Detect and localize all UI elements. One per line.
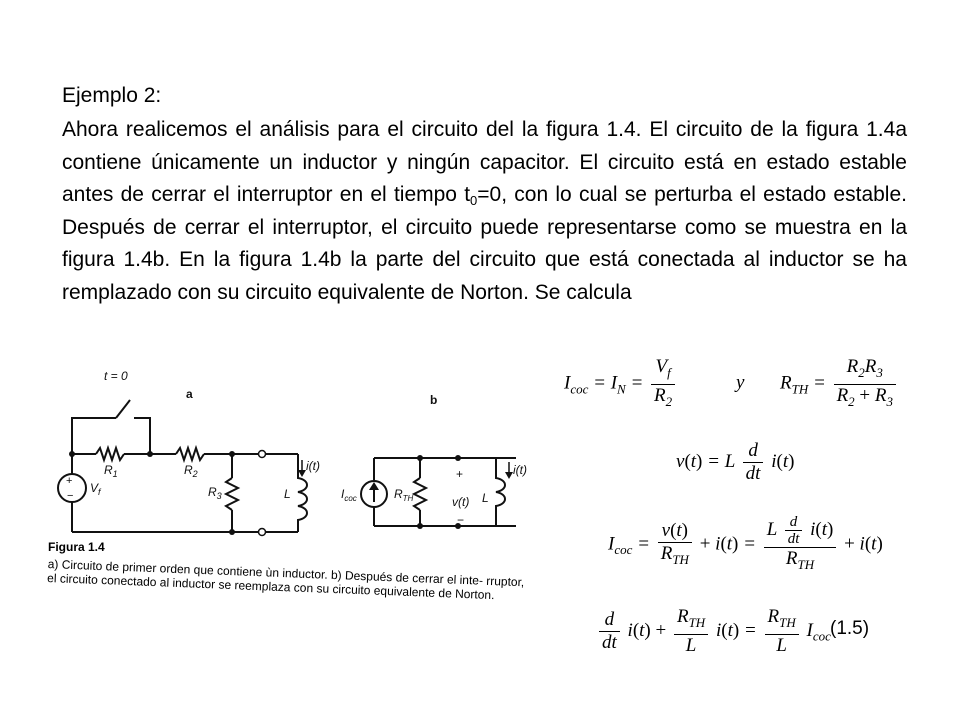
figure-label-a: a [186, 387, 193, 401]
equation-thevenin-resistance: $R_{TH}$ = $\frac{R_2R_3}{R_2 + R_3}$ [780, 356, 899, 413]
current-label-b: i(t) [513, 463, 527, 477]
equation-connector: y [736, 372, 745, 393]
rth-sub: TH [402, 494, 414, 503]
icoc-sub: coc [344, 494, 357, 503]
source-label: V [90, 481, 99, 495]
inductor-label-a: L [284, 487, 291, 501]
r1-sub: 1 [112, 469, 118, 479]
equation-norton-current: $I_{coc} = I_N$ = $\frac{V_f}{R_2}$ [564, 356, 678, 413]
source-minus: − [67, 490, 74, 502]
r3-label: R [208, 485, 217, 499]
inductor-label-b: L [482, 491, 489, 505]
r1-label: R [104, 463, 113, 477]
figure-caption: a) Circuito de primer orden que contiene ùn inductor. b) Después de cerrar el inte- rruptor, el circuito conectado al inductor se reemplaza con su circuito equivalente de Norton. [46, 557, 525, 603]
voltage-plus: + [456, 467, 464, 481]
svg-text:R2 [184, 463, 198, 479]
r2-sub: 2 [192, 469, 198, 479]
svg-text:Vf [90, 481, 102, 497]
svg-text:R3 [208, 485, 222, 501]
icoc-label: I [341, 487, 345, 501]
voltage-minus: − [457, 513, 465, 527]
paragraph-text-2: =0, con lo cual se perturba el estado estable. Después de cerrar el interruptor, el circuito puede representarse como se muestra en la figura 1.4b. En la figura 1.4b la parte del circuito que está conectada al inductor se ha remplazado con su circuito equivalente de Norton. Se calcula [62, 183, 907, 304]
paragraph-text-1: Ahora realicemos el análisis para el circuito del la figura 1.4. El circuito de la figura 1.4a contiene únicamente un inductor y ningún capacitor. El circuito está en estado estable antes de cerrar el interruptor en el tiempo t [62, 118, 907, 206]
current-label-a: i(t) [306, 459, 320, 473]
equation-inductor-voltage: v(t) = L $\frac{d}{dt}$ i(t) [676, 440, 795, 484]
equation-differential: $\frac{d}{dt}$ i(t) + $\frac{R_{TH}}{L}$ i(t) = $\frac{R_{TH}}{L}$ $I_{coc}$ [596, 606, 831, 657]
figure-title: Figura 1.4 [48, 540, 105, 554]
equation-number: (1.5) [830, 618, 870, 639]
r3-sub: 3 [216, 491, 222, 501]
source-sub: f [98, 487, 101, 497]
svg-text:RTH [394, 487, 414, 503]
equation-kcl: $I_{coc}$ = $\frac{v(t)}{R_{TH}}$ + i(t) = L $\frac{d}{dt}$ i(t) $R_{TH}$ + i(t) [608, 514, 883, 572]
example-heading: Ejemplo 2: [62, 84, 162, 107]
switch-label: t = 0 [104, 369, 128, 383]
paragraph-subscript: 0 [470, 193, 478, 208]
rth-label: R [394, 487, 403, 501]
svg-text:Icoc [341, 487, 357, 503]
voltage-label: v(t) [452, 495, 470, 509]
svg-text:R1 [104, 463, 118, 479]
figure-label-b: b [430, 393, 438, 407]
r2-label: R [184, 463, 193, 477]
body-paragraph [62, 114, 907, 309]
source-plus: + [66, 475, 73, 487]
